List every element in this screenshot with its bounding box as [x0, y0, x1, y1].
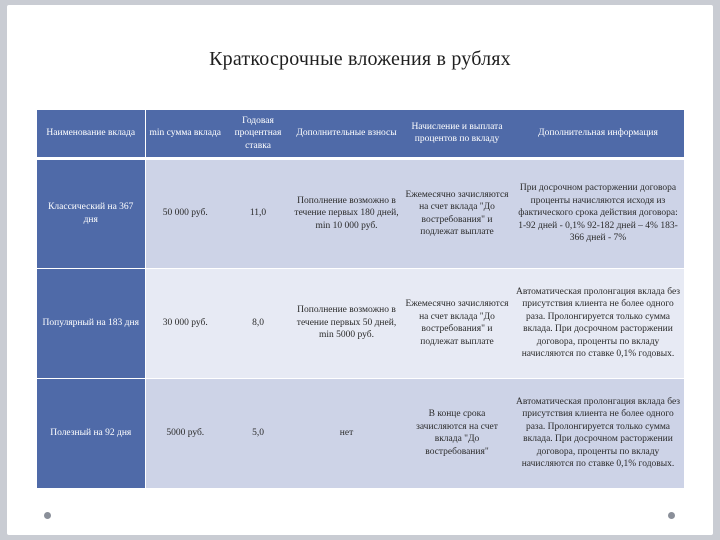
header-rate: Годовая процентная ставка [225, 110, 291, 158]
right-bullet-dot [668, 512, 675, 519]
min-sum: 30 000 руб. [145, 268, 225, 378]
extra-deposits: нет [291, 378, 402, 488]
extra-deposits: Пополнение возможно в течение первых 50 дней, min 5000 руб. [291, 268, 402, 378]
rate: 8,0 [225, 268, 291, 378]
header-info: Дополнительная информация [512, 110, 684, 158]
table-row [37, 268, 684, 378]
table-header-row [37, 110, 684, 158]
header-min-sum: min сумма вклада [145, 110, 225, 158]
interest-payout: Ежемесячно зачисляются на счет вклада "До востребования" и подлежат выплате [402, 158, 512, 268]
rate: 5,0 [225, 378, 291, 488]
rate: 11,0 [225, 158, 291, 268]
header-name: Наименование вклада [37, 110, 145, 158]
header-payout: Начисление и выплата процентов по вкладу [402, 110, 512, 158]
extra-deposits: Пополнение возможно в течение первых 180 дней, min 10 000 руб. [291, 158, 402, 268]
page-title: Краткосрочные вложения в рублях [209, 48, 511, 70]
left-bullet-dot [44, 512, 51, 519]
deposit-name: Популярный на 183 дня [37, 268, 145, 378]
min-sum: 5000 руб. [145, 378, 225, 488]
min-sum: 50 000 руб. [145, 158, 225, 268]
deposit-name: Полезный на 92 дня [37, 378, 145, 488]
deposit-name: Классический на 367 дня [37, 158, 145, 268]
deposit-table [37, 110, 684, 489]
table-row [37, 158, 684, 268]
interest-payout: В конце срока зачисляются на счет вклада "До востребования" [402, 378, 512, 488]
additional-info: Автоматическая пролонгация вклада без присутствия клиента не более одного раза. Пролонгируется только сумма вклада. При досрочном расторжении договора, проценты по вкладу начисляются по ставке 0,1% годовых. [512, 268, 684, 378]
interest-payout: Ежемесячно зачисляются на счет вклада "До востребования" и подлежат выплате [402, 268, 512, 378]
header-extra: Дополнительные взносы [291, 110, 402, 158]
additional-info: При досрочном расторжении договора проценты начисляются исходя из фактического срока действия договора: 1-92 дней - 0,1% 92-182 дней – 4% 183-366 дней - 7% [512, 158, 684, 268]
additional-info: Автоматическая пролонгация вклада без присутствия клиента не более одного раза. Пролонгируется только сумма вклада. При досрочном расторжении договора, проценты по вкладу начисляются по ставке 0,1% годовых. [512, 378, 684, 488]
table-row [37, 378, 684, 488]
